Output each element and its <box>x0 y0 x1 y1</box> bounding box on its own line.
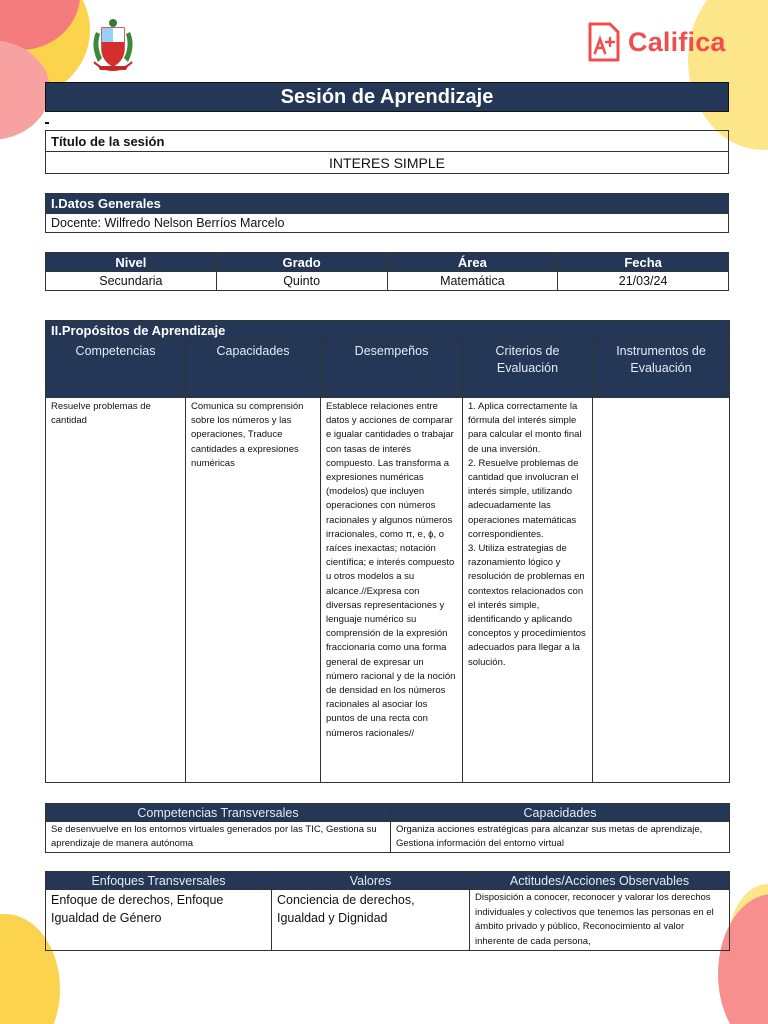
brand-name: Califica <box>628 26 726 57</box>
cell-criterios <box>463 398 593 783</box>
session-title-label: Título de la sesión <box>46 131 729 152</box>
column-header-capacidades: Capacidades <box>186 341 321 398</box>
section-heading: I.Datos Generales <box>46 194 729 214</box>
teacher-name: Docente: Wilfredo Nelson Berríos Marcelo <box>46 214 729 233</box>
cell-valores: Conciencia de derechos, Igualdad y Dignidad <box>272 890 470 951</box>
header-actitudes: Actitudes/Acciones Observables <box>470 872 730 890</box>
grade-document-icon <box>586 22 622 62</box>
session-section <box>45 130 729 174</box>
transversal-approaches-table <box>45 871 729 951</box>
cell-instrumentos <box>593 398 730 783</box>
cell-competencias-transversales: Se desenvuelve en los entornos virtuales generados por las TIC, Gestiona su aprendizaje de manera autónoma <box>46 822 391 853</box>
cell-actitudes: Disposición a conocer, reconocer y valorar los derechos individuales y colectivos que tenemos las personas en el ámbito privado y público, Reconocimiento al valor inherente de cada persona, <box>470 890 730 951</box>
header-valores: Valores <box>272 872 470 890</box>
column-header-criterios: Criterios de Evaluación <box>463 341 593 398</box>
column-header-instrumentos: Instrumentos de Evaluación <box>593 341 730 398</box>
header-nivel: Nivel <box>46 253 217 272</box>
criterion-item: 3. Utiliza estrategias de razonamiento lógico y resolución de problemas en contextos relacionados con el interés simple, identificando y aplicando conceptos y procedimientos adecuados para llegar a la solución. <box>468 543 586 668</box>
general-data-section <box>45 193 729 233</box>
column-header-competencias: Competencias <box>46 341 186 398</box>
header-area: Área <box>387 253 558 272</box>
page-header <box>0 0 768 80</box>
transversal-competencies-table <box>45 803 729 853</box>
cell-enfoques: Enfoque de derechos, Enfoque Igualdad de Género <box>46 890 272 951</box>
section-heading: II.Propósitos de Aprendizaje <box>46 321 730 341</box>
info-table <box>45 252 729 291</box>
header-enfoques: Enfoques Transversales <box>46 872 272 890</box>
value-area: Matemática <box>387 272 558 291</box>
criterion-item: 2. Resuelve problemas de cantidad que involucran el interés simple, utilizando adecuadamente las operaciones matemáticas correspondientes. <box>468 457 579 540</box>
value-nivel: Secundaria <box>46 272 217 291</box>
header-fecha: Fecha <box>558 253 729 272</box>
cell-capacidades: Comunica su comprensión sobre los números y las operaciones, Traduce cantidades a expresiones numéricas <box>186 398 321 783</box>
page-title: Sesión de Aprendizaje <box>45 82 729 112</box>
brand-logo <box>586 20 726 64</box>
cell-desempenos: Establece relaciones entre datos y acciones de comparar e igualar cantidades o trabajar con tasas de interés compuesto. Las transforma a expresiones numéricas (modelos) que incluyen operaciones con números racionales y algunos números irracionales, como π, e, ϕ, o raíces inexactas; notación científica; e interés compuesto u otros modelos a su alcance.//Expresa con diversas representaciones y lenguaje numérico su comprensión de la expresión fraccionaria como una forma general de expresar un número racional y de la noción de densidad en los números racionales al asociar los puntos de una recta con números racionales// <box>321 398 463 783</box>
learning-purposes-section <box>45 320 729 783</box>
divider-mark <box>45 122 49 124</box>
header-grado: Grado <box>216 253 387 272</box>
value-grado: Quinto <box>216 272 387 291</box>
header-competencias-transversales: Competencias Transversales <box>46 804 391 822</box>
coat-of-arms-icon <box>88 18 138 74</box>
value-fecha: 21/03/24 <box>558 272 729 291</box>
criterion-item: 1. Aplica correctamente la fórmula del interés simple para calcular el monto final de una inversión. <box>468 401 582 455</box>
cell-competencias: Resuelve problemas de cantidad <box>46 398 186 783</box>
column-header-desempenos: Desempeños <box>321 341 463 398</box>
header-capacidades: Capacidades <box>391 804 730 822</box>
session-title-value: INTERES SIMPLE <box>46 152 729 174</box>
cell-capacidades-transversales: Organiza acciones estratégicas para alcanzar sus metas de aprendizaje, Gestiona información del entorno virtual <box>391 822 730 853</box>
